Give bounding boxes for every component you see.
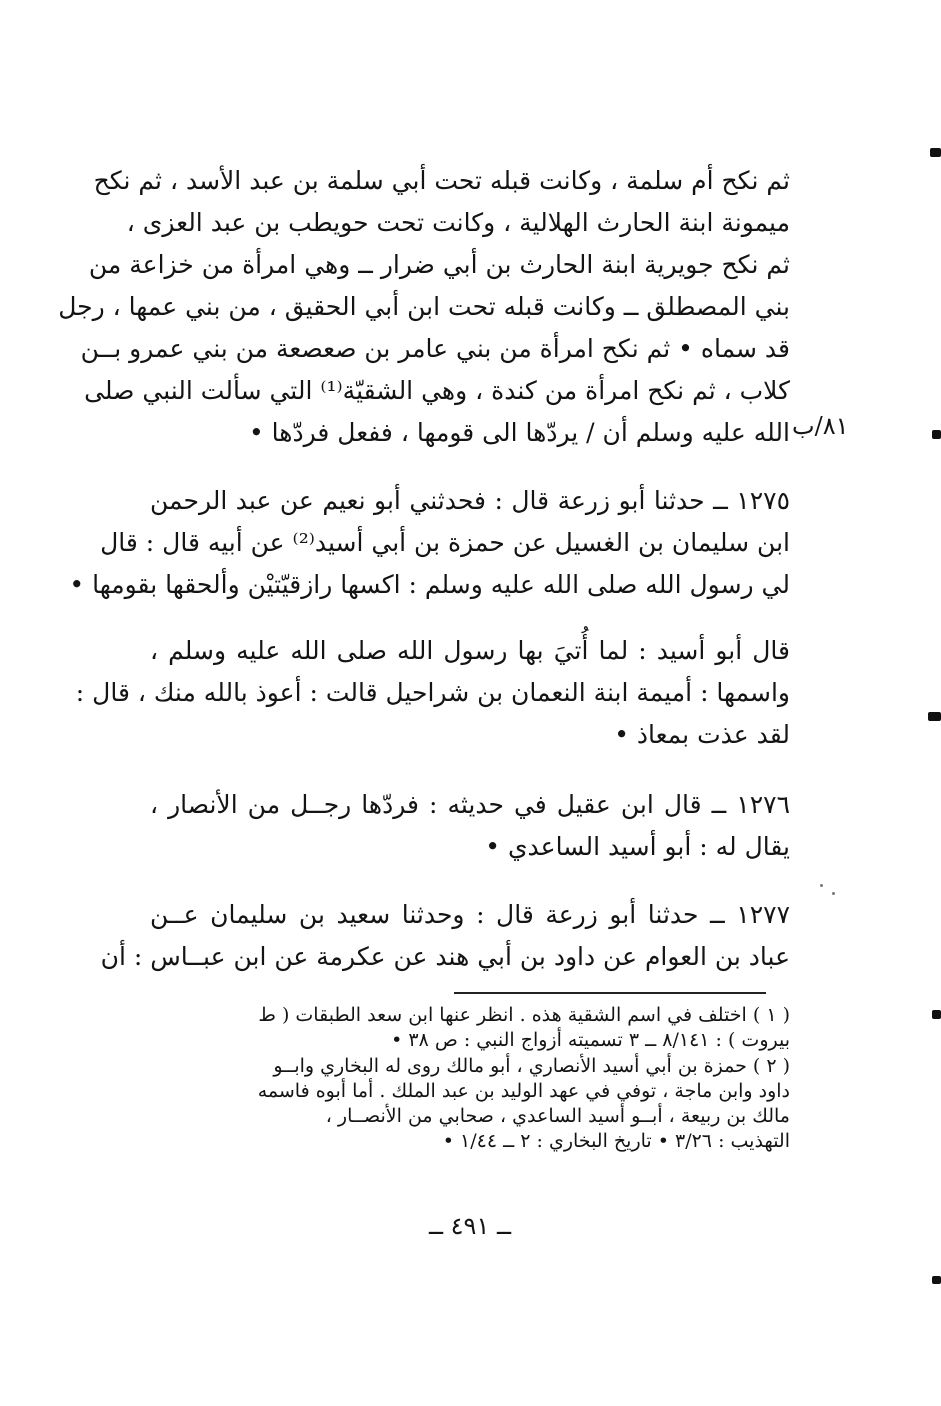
folio-margin-note: ٨١/ب [792,412,849,440]
scan-mark [932,1276,941,1284]
paragraph-1 [58,160,790,454]
text-line: واسمها : أميمة ابنة النعمان بن شراحيل قالت : أعوذ بالله منك ، قال : [75,678,790,707]
scan-mark [930,148,941,157]
paragraph-1275 [69,480,790,606]
scan-mark [932,430,941,439]
footnote-line: ( ١ ) اختلف في اسم الشقية هذه . انظر عنها ابن سعد الطبقات ( ط [258,1004,790,1026]
text-line: يقال له : أبو أسيد الساعدي • [485,832,790,861]
text-line: قد سماه • ثم نكح امرأة من بني عامر بن صعصعة من بني عمرو بــن [80,334,790,363]
scan-speck [820,884,823,887]
footnote-line: التهذيب : ٣/٢٦ • تاريخ البخاري : ٢ ــ ١/٤٤ • [442,1130,790,1152]
paragraph-abu-usayd [75,630,790,756]
scan-mark [928,712,941,721]
footnote-line: مالك بن ربيعة ، أبــو أسيد الساعدي ، صحابي من الأنصــار ، [325,1105,790,1127]
text-line: ثم نكح أم سلمة ، وكانت قبله تحت أبي سلمة بن عبد الأسد ، ثم نكح [93,166,790,195]
footnote-2 [150,1054,790,1154]
text-line: لقد عذت بمعاذ • [614,720,790,749]
page-number: ــ ٤٩١ ــ [428,1212,512,1240]
footnote-line: ( ٢ ) حمزة بن أبي أسيد الأنصاري ، أبو مالك روى له البخاري وابــو [273,1055,790,1077]
footnote-1 [150,1003,790,1053]
scan-speck [832,892,835,895]
text-line: لي رسول الله صلى الله عليه وسلم : اكسها رازقيّتيْن وألحقها بقومها • [69,570,790,599]
paragraph-1276 [150,784,790,868]
text-line: ميمونة ابنة الحارث الهلالية ، وكانت تحت حويطب بن عبد العزى ، [126,208,790,237]
text-line: ابن سليمان بن الغسيل عن حمزة بن أبي أسيد⁽²⁾ عن أبيه قال : قال [100,528,790,557]
footnote-line: بيروت ) : ٨/١٤١ ــ ٣ تسميته أزواج النبي : ص ٣٨ • [391,1029,790,1051]
text-line: عباد بن العوام عن داود بن أبي هند عن عكرمة عن ابن عبــاس : أن [100,942,790,971]
text-line: كلاب ، ثم نكح امرأة من كندة ، وهي الشقيّة⁽¹⁾ التي سألت النبي صلى [84,376,790,405]
scan-mark [932,1010,941,1019]
text-line: قال أبو أسيد : لما أُتيَ بها رسول الله صلى الله عليه وسلم ، [150,636,790,665]
paragraph-1277 [100,894,790,978]
text-line: ثم نكح جويرية ابنة الحارث بن أبي ضرار ــ وهي امرأة من خزاعة من [88,250,790,279]
text-line: ١٢٧٥ ــ حدثنا أبو زرعة قال : فحدثني أبو نعيم عن عبد الرحمن [150,486,790,515]
text-line: ١٢٧٦ ــ قال ابن عقيل في حديثه : فردّها رجــل من الأنصار ، [150,790,790,819]
footnote-line: داود وابن ماجة ، توفي في عهد الوليد بن عبد الملك . أما أبوه فاسمه [257,1080,790,1102]
text-line: الله عليه وسلم أن / يردّها الى قومها ، ففعل فردّها • [248,418,790,447]
text-line: ١٢٧٧ ــ حدثنا أبو زرعة قال : وحدثنا سعيد بن سليمان عــن [150,900,790,929]
text-line: بني المصطلق ــ وكانت قبله تحت ابن أبي الحقيق ، من بني عمها ، رجل [58,292,790,321]
footnote-divider [454,992,766,994]
